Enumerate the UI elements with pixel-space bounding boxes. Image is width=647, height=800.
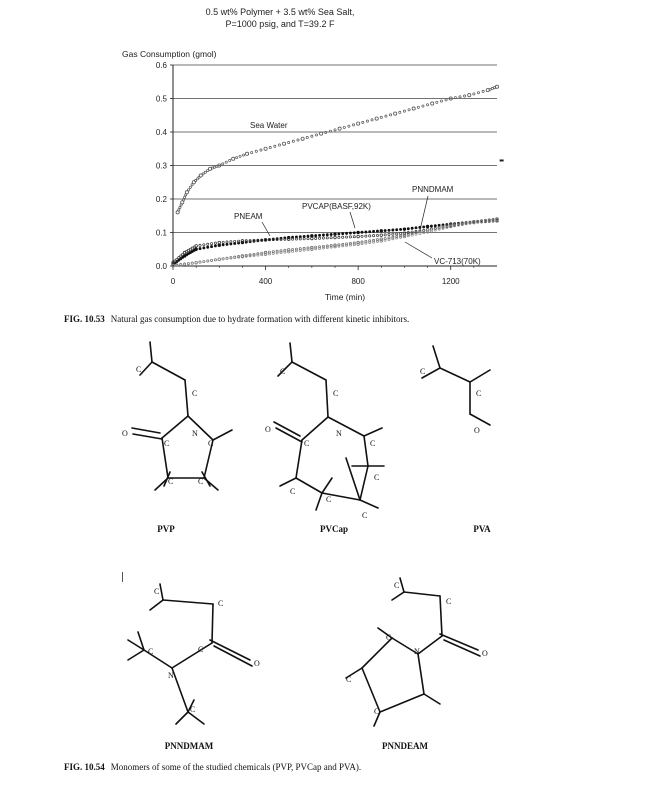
data-point [388,238,390,240]
data-point [338,236,340,238]
pnndmam-atom-n: N [168,671,174,680]
data-point [357,235,360,238]
figure-10-53-caption [64,314,409,324]
data-point [264,147,267,150]
data-point [222,163,224,165]
data-point [180,255,182,257]
data-point [225,161,227,163]
data-point [226,243,228,245]
data-point [407,235,409,237]
data-point [315,248,317,250]
data-point [434,225,436,227]
pnndmam-structure [128,584,252,724]
data-point [399,111,401,113]
pvp-atom-n: N [192,429,198,438]
data-point [477,92,479,94]
data-point [326,234,328,236]
data-point [311,235,314,238]
data-point [349,244,351,246]
data-point [307,238,309,240]
data-point [242,154,244,156]
data-point [334,233,337,236]
data-point [307,249,309,251]
data-point [384,239,386,241]
data-point [183,196,185,198]
pnndeam-atom-c2: C [446,597,452,606]
series-label: VC-713(70K) [434,257,481,266]
data-point [329,130,331,132]
data-point [178,257,180,259]
data-point [423,226,425,228]
leader-line-pnndmam [420,196,428,230]
data-point [282,142,285,145]
data-point [207,260,209,262]
data-point [239,155,241,157]
data-point [431,102,434,105]
data-point [276,252,278,254]
data-point [349,236,351,238]
data-point [315,134,317,136]
data-point [366,120,368,122]
data-point [229,159,231,161]
data-point [430,225,432,227]
data-point [338,233,340,235]
data-point [412,107,415,110]
data-point [195,261,198,264]
data-point [325,131,327,133]
pvcap-atom-c4: C [370,439,376,448]
data-point [274,145,276,147]
data-point [361,235,363,237]
data-point [210,245,212,247]
data-point [318,237,320,239]
data-point [211,167,213,169]
data-point [284,251,286,253]
data-point [318,247,320,249]
leader-line-pvcap [350,212,355,228]
figure-10-54-caption [64,762,361,772]
pvp-atom-o: O [122,429,128,438]
data-point [306,136,308,138]
data-point [203,247,205,249]
series-sea-water [176,85,499,214]
pnndeam-structure [346,578,480,726]
data-point [315,234,317,236]
data-point [399,232,401,234]
data-point [199,247,201,249]
data-point [436,101,438,103]
data-point [396,229,398,231]
pnndmam-atom-c3: C [198,645,204,654]
data-point [297,139,299,141]
x-tick-label: 0 [170,277,176,286]
label-pvcap: PVCap [319,524,349,534]
data-point [371,119,373,121]
data-point [388,229,390,231]
pvp-atom-c2: C [192,389,198,398]
pnndeam-atom-c3: C [386,633,392,642]
y-tick-label: 0.2 [155,195,167,204]
data-point [207,243,209,245]
series-label: Sea Water [250,121,288,130]
data-point [237,256,239,258]
data-point [237,240,239,242]
data-point [394,112,397,115]
data-point [392,229,394,231]
data-point [241,255,244,258]
data-point [315,237,317,239]
data-point [489,88,491,90]
data-point [334,236,337,239]
leader-line-pneam [262,222,270,236]
data-point [403,228,406,231]
data-point [365,235,367,237]
x-tick-label: 800 [351,277,365,286]
data-point [214,259,216,261]
data-point [180,264,182,266]
data-point [392,233,394,235]
data-point [454,97,456,99]
data-point [369,235,371,237]
data-point [214,245,216,247]
pvcap-atom-c3: C [304,439,310,448]
data-point [251,151,253,153]
data-point [384,234,386,236]
data-point [307,235,309,237]
pnndmam-atom-c4: C [148,647,154,656]
x-axis-label: Time (min) [324,292,366,302]
pvp-atom-c3: C [164,439,170,448]
data-point [301,137,304,140]
data-point [464,95,466,97]
data-point [396,233,398,235]
data-point [389,114,391,116]
data-point [491,87,493,89]
data-point [204,171,206,173]
series-label: PNEAM [234,212,263,221]
y-tick-label: 0.3 [155,161,167,171]
data-point [411,227,413,229]
pnndeam-atom-c5: C [374,707,380,716]
pvp-atom-c6: C [198,477,204,486]
figure-10-53-number: FIG. 10.53 [64,314,105,324]
pnndeam-atom-c4: C [346,675,352,684]
data-point [292,140,294,142]
data-point [210,243,212,245]
data-point [218,244,221,247]
data-point [203,260,205,262]
data-point [222,244,224,246]
chart-title-line-2: P=1000 psig, and T=39.2 F [225,19,335,29]
data-point [417,106,419,108]
pvcap-atom-c5: C [290,487,296,496]
data-point [280,251,282,253]
data-point [214,242,216,244]
data-point [422,105,424,107]
data-point [353,232,355,234]
data-point [199,244,201,246]
data-point [207,246,209,248]
data-point [182,199,184,201]
data-point [361,243,363,245]
data-point [375,117,378,120]
pvp-structure [132,342,232,490]
data-point [326,237,328,239]
data-point [345,236,347,238]
data-point [326,246,328,248]
data-point [232,157,235,160]
data-point [195,248,198,251]
data-point [426,225,429,228]
data-point [426,104,428,106]
pnndmam-atom-c1: C [154,587,160,596]
data-point [295,238,297,240]
data-point [210,259,212,261]
data-point [345,244,347,246]
data-point [320,132,323,135]
data-point [303,238,305,240]
data-point [419,232,421,234]
data-point [473,93,475,95]
y-tick-label: 0.0 [155,262,167,271]
pvcap-atom-c8: C [362,511,368,520]
data-point [174,260,176,262]
margin-mark [122,572,123,582]
data-point [343,126,345,128]
label-pnndeam: PNNDEAM [382,741,428,750]
data-point [352,124,354,126]
data-point [291,238,293,240]
data-point [380,230,383,233]
data-point [203,244,205,246]
data-point [234,256,236,258]
pvcap-atom-o: O [265,425,271,434]
data-point [399,228,401,230]
gas-consumption-chart [0,0,647,320]
data-point [372,235,374,237]
data-point [214,166,216,168]
data-point [392,238,394,240]
pnndmam-atom-c2: C [218,599,224,608]
pvcap-atom-c1: C [280,367,286,376]
data-point [396,237,398,239]
data-point [222,258,224,260]
figure-10-54-text: Monomers of some of the studied chemicals (PVP, PVCap and PVA). [110,762,362,772]
data-point [459,96,461,98]
y-axis-label: Gas Consumption (gmol) [122,49,217,59]
data-point [376,234,378,236]
data-point [415,227,417,229]
pnndeam-atom-o: O [482,649,488,658]
data-point [430,230,432,232]
y-tick-label: 0.1 [155,228,167,238]
pnndeam-atom-n: N [414,647,420,656]
data-point [189,186,191,188]
data-point [218,258,221,261]
monomer-structures [0,330,647,750]
data-point [369,241,371,243]
data-point [261,254,263,256]
label-pvp: PVP [157,524,175,534]
data-point [226,241,228,243]
data-point [191,262,193,264]
data-point [345,232,347,234]
data-point [288,141,290,143]
data-point [468,94,471,97]
data-point [426,231,429,234]
series-label: PVCAP(BASF,92K) [302,202,371,211]
data-point [362,121,364,123]
pvcap-atom-c6: C [326,495,332,504]
data-point [176,264,178,266]
data-point [365,231,367,233]
pva-atom-o: O [474,426,480,435]
data-point [195,245,198,248]
data-point [218,241,221,244]
data-point [245,152,248,155]
data-point [322,237,324,239]
data-point [415,233,417,235]
data-point [380,234,383,237]
data-point [445,99,447,101]
pvcap-structure [274,343,384,510]
data-point [338,127,341,130]
data-point [255,150,257,152]
pva-atom-c2: C [476,389,482,398]
data-point [291,250,293,252]
data-point [199,261,201,263]
data-point [342,245,344,247]
data-point [372,230,374,232]
pvp-atom-c5: C [168,477,174,486]
data-point [369,231,371,233]
data-point [311,237,314,240]
data-point [322,234,324,236]
data-point [269,146,271,148]
pvp-atom-c4: C [208,439,214,448]
label-pnndmam: PNNDMAM [164,741,214,750]
data-point [278,144,280,146]
data-point [334,129,336,131]
data-point [434,229,436,231]
data-point [303,249,305,251]
data-point [230,241,232,243]
stray-data-point [500,159,504,161]
data-point [318,234,320,236]
pvcap-atom-c2: C [333,389,339,398]
series-label: PNNDMAM [412,185,454,194]
y-tick-label: 0.6 [155,61,167,70]
pva-structure [422,346,490,425]
data-point [348,125,350,127]
data-point [299,238,301,240]
data-point [179,206,181,208]
chart-title-line-1: 0.5 wt% Polymer + 3.5 wt% Sea Salt, [205,7,355,17]
data-point [268,253,270,255]
y-tick-label: 0.5 [155,94,167,104]
pnndmam-atom-o: O [254,659,260,668]
data-point [407,228,409,230]
data-point [384,229,386,231]
data-point [330,237,332,239]
label-pva: PVA [473,524,491,534]
data-point [495,85,498,88]
data-point [183,263,185,265]
data-point [385,115,387,117]
figure-10-54-number: FIG. 10.54 [64,762,105,772]
data-point [388,233,390,235]
pnndeam-atom-c1: C [394,581,400,590]
data-point [222,241,224,243]
leader-line-vc713 [405,242,432,258]
pnndmam-atom-c5: C [190,705,196,714]
data-point [357,231,360,234]
data-point [236,156,238,158]
pva-atom-c1: C [420,367,426,376]
figure-10-53-text: Natural gas consumption due to hydrate formation with different kinetic inhibitors. [110,314,410,324]
data-point [353,244,355,246]
data-point [299,249,301,251]
data-point [403,110,405,112]
data-point [322,247,324,249]
data-point [482,90,484,92]
data-point [295,250,297,252]
data-point [376,240,378,242]
data-point [260,149,262,151]
data-point [272,252,274,254]
data-point [188,189,190,191]
data-point [178,209,180,211]
data-point [342,233,344,235]
data-point [440,100,442,102]
pvcap-atom-n: N [336,429,342,438]
data-point [185,191,188,194]
data-point [303,235,305,237]
data-point [372,241,374,243]
y-tick-label: 0.4 [155,128,167,137]
data-point [230,257,232,259]
data-point [380,116,382,118]
data-point [357,122,360,125]
data-point [226,257,228,259]
data-point [311,135,313,137]
data-point [202,173,204,175]
data-point [330,233,332,235]
x-tick-label: 1200 [441,277,460,286]
data-point [361,231,363,233]
x-tick-label: 400 [258,277,273,286]
data-point [187,263,189,265]
data-point [376,230,378,232]
data-point [342,236,344,238]
pvcap-atom-c7: C [374,473,380,482]
data-point [408,109,410,111]
data-point [353,236,355,238]
data-point [411,234,413,236]
pvp-atom-c1: C [136,365,142,374]
data-point [234,240,236,242]
data-point [349,232,351,234]
data-point [176,258,178,260]
data-point [365,242,367,244]
